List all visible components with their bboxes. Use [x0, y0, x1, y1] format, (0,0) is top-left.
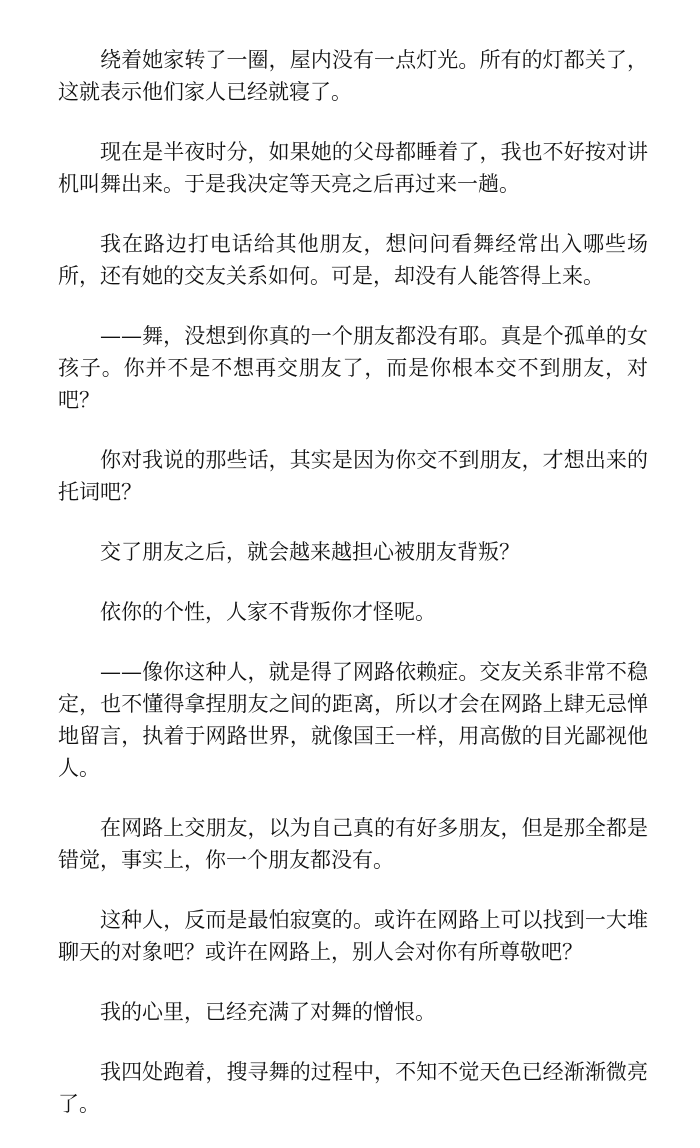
paragraph-10: 这种人，反而是最怕寂寞的。或许在网路上可以找到一大堆聊天的对象吧？或许在网路上，别人会对你有所尊敬吧？ — [58, 908, 648, 964]
paragraph-7: 依你的个性，人家不背叛你才怪呢。 — [100, 600, 436, 624]
paragraph-2: 现在是半夜时分，如果她的父母都睡着了，我也不好按对讲机叫舞出来。于是我决定等天亮之后再过来一趟。 — [58, 140, 648, 196]
paragraph-8: ——像你这种人，就是得了网路依赖症。交友关系非常不稳定，也不懂得拿捏朋友之间的距离，所以才会在网路上肆无忌惮地留言，执着于网路世界，就像国王一样，用高傲的目光鄙视他人。 — [58, 660, 648, 780]
paragraph-9: 在网路上交朋友，以为自己真的有好多朋友，但是那全都是错觉，事实上，你一个朋友都没有。 — [58, 816, 648, 872]
paragraph-6: 交了朋友之后，就会越来越担心被朋友背叛？ — [100, 540, 520, 564]
paragraph-11: 我的心里，已经充满了对舞的憎恨。 — [100, 1000, 436, 1024]
document-page — [58, 44, 648, 1148]
paragraph-1: 绕着她家转了一圈，屋内没有一点灯光。所有的灯都关了，这就表示他们家人已经就寝了。 — [58, 48, 648, 104]
paragraph-5: 你对我说的那些话，其实是因为你交不到朋友，才想出来的托词吧？ — [58, 448, 648, 504]
paragraph-4: ——舞，没想到你真的一个朋友都没有耶。真是个孤单的女孩子。你并不是不想再交朋友了，而是你根本交不到朋友，对吧？ — [58, 324, 648, 412]
paragraph-12: 我四处跑着，搜寻舞的过程中，不知不觉天色已经渐渐微亮了。 — [58, 1060, 648, 1116]
paragraph-3: 我在路边打电话给其他朋友，想问问看舞经常出入哪些场所，还有她的交友关系如何。可是，却没有人能答得上来。 — [58, 232, 648, 288]
